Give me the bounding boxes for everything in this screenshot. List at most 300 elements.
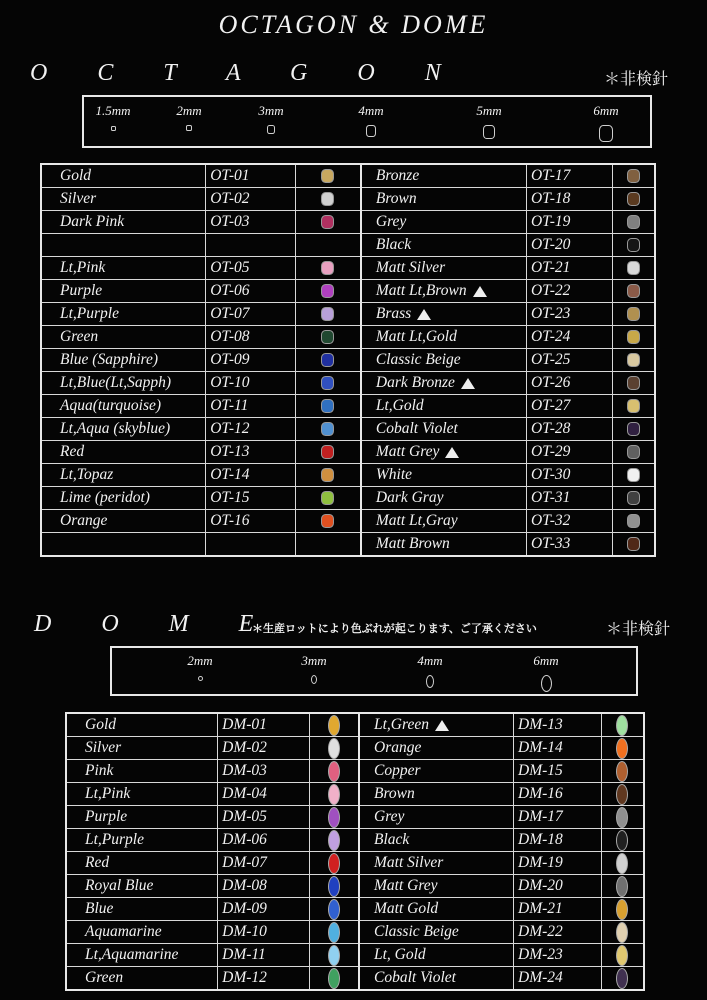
gem-swatch-icon (616, 876, 628, 897)
gem-swatch-icon (321, 192, 334, 206)
gem-swatch-icon (616, 738, 628, 759)
table-row (66, 898, 644, 921)
color-swatch (295, 280, 361, 303)
gem-swatch-icon (616, 899, 628, 920)
color-swatch (295, 372, 361, 395)
color-code: OT-07 (206, 303, 296, 326)
color-name (41, 533, 206, 557)
gem-swatch-icon (321, 422, 334, 436)
color-swatch (295, 487, 361, 510)
gem-swatch-icon (627, 284, 640, 298)
color-name-label: Matt Grey (374, 877, 438, 894)
color-code: OT-22 (527, 280, 613, 303)
color-code: OT-15 (206, 487, 296, 510)
color-swatch (601, 713, 644, 737)
color-code: OT-02 (206, 188, 296, 211)
size-3mm: 3mm (284, 653, 344, 688)
gem-swatch-icon (627, 422, 640, 436)
gem-swatch-icon (328, 853, 340, 874)
color-name-label: Lt, Gold (374, 946, 426, 963)
color-name-label: Lt,Green (374, 716, 429, 733)
color-name-label: Dark Pink (60, 213, 125, 230)
color-swatch (601, 760, 644, 783)
table-row (41, 418, 655, 441)
color-code: OT-13 (206, 441, 296, 464)
gem-swatch-icon (627, 215, 640, 229)
gem-swatch-icon (321, 491, 334, 505)
color-code: DM-09 (218, 898, 310, 921)
stone-sample-icon (426, 675, 434, 688)
color-name-label: Gold (60, 167, 91, 184)
color-code: OT-03 (206, 211, 296, 234)
stone-sample-icon (541, 675, 552, 692)
color-code: DM-08 (218, 875, 310, 898)
color-name-label: Matt Gold (374, 900, 439, 917)
color-swatch (309, 967, 359, 991)
color-swatch (612, 533, 655, 557)
table-row (41, 395, 655, 418)
color-swatch (309, 852, 359, 875)
color-name (361, 257, 527, 280)
color-name-label: Dark Bronze (375, 374, 455, 391)
table-row (41, 326, 655, 349)
table-row (41, 487, 655, 510)
size-1-5mm: 1.5mm (88, 103, 138, 135)
color-swatch (601, 875, 644, 898)
color-name-label: Cobalt Violet (375, 420, 458, 437)
table-row (41, 372, 655, 395)
color-swatch (612, 326, 655, 349)
color-name-label: Lt,Pink (85, 785, 131, 802)
color-code: OT-19 (527, 211, 613, 234)
color-swatch (309, 875, 359, 898)
color-code: DM-21 (514, 898, 602, 921)
color-swatch (309, 760, 359, 783)
table-row (66, 967, 644, 991)
size-2mm: 2mm (170, 653, 230, 685)
color-code: DM-16 (514, 783, 602, 806)
color-code: OT-23 (527, 303, 613, 326)
color-name (361, 418, 527, 441)
color-name-label: Blue (Sapphire) (60, 351, 158, 368)
color-name (41, 257, 206, 280)
color-name-label: Lt,Topaz (60, 466, 114, 483)
gem-swatch-icon (328, 807, 340, 828)
color-swatch (612, 234, 655, 257)
color-name (41, 487, 206, 510)
color-code (206, 533, 296, 557)
table-row (41, 188, 655, 211)
color-name-label: White (375, 466, 413, 483)
color-name (359, 713, 514, 737)
table-row (66, 760, 644, 783)
color-code: DM-19 (514, 852, 602, 875)
table-row (66, 737, 644, 760)
gem-swatch-icon (328, 738, 340, 759)
size-4mm: 4mm (400, 653, 460, 692)
color-name-label: Lt,Purple (85, 831, 144, 848)
color-swatch (601, 967, 644, 991)
color-code: DM-17 (514, 806, 602, 829)
table-row (66, 852, 644, 875)
color-name-label: Grey (375, 213, 407, 230)
color-code: OT-12 (206, 418, 296, 441)
stone-sample-icon (599, 125, 613, 142)
color-name (41, 280, 206, 303)
color-code: DM-02 (218, 737, 310, 760)
triangle-icon (435, 720, 449, 731)
color-code: OT-17 (527, 164, 613, 188)
color-swatch (295, 234, 361, 257)
gem-swatch-icon (627, 330, 640, 344)
size-2mm: 2mm (164, 103, 214, 135)
color-name-label: Matt Lt,Gold (375, 328, 457, 345)
color-name-label: Dark Gray (375, 489, 444, 506)
gem-swatch-icon (321, 468, 334, 482)
dome-size-chart (110, 646, 638, 696)
color-name-label: Lime (peridot) (60, 489, 150, 506)
color-name-label: Bronze (375, 167, 420, 184)
color-name (66, 898, 218, 921)
gem-swatch-icon (328, 876, 340, 897)
color-name (66, 875, 218, 898)
color-swatch (309, 737, 359, 760)
color-name-label: Royal Blue (85, 877, 154, 894)
gem-swatch-icon (627, 192, 640, 206)
color-swatch (601, 783, 644, 806)
color-name (66, 713, 218, 737)
gem-swatch-icon (328, 784, 340, 805)
color-name (66, 760, 218, 783)
color-name-label: Black (374, 831, 410, 848)
color-name-label: Pink (85, 762, 114, 779)
stone-sample-icon (366, 125, 376, 137)
color-code: DM-24 (514, 967, 602, 991)
gem-swatch-icon (627, 169, 640, 183)
color-swatch (612, 188, 655, 211)
color-name (361, 326, 527, 349)
table-row (41, 464, 655, 487)
color-name (361, 211, 527, 234)
color-swatch (612, 372, 655, 395)
color-code: DM-10 (218, 921, 310, 944)
color-name (41, 188, 206, 211)
color-swatch (601, 898, 644, 921)
color-name-label: Grey (374, 808, 405, 825)
color-swatch (309, 806, 359, 829)
octagon-heading: O C T A G O N (30, 60, 463, 86)
color-swatch (309, 921, 359, 944)
table-row (66, 783, 644, 806)
color-name-label: Aquamarine (85, 923, 162, 940)
table-row (41, 349, 655, 372)
color-name-label: Blue (85, 900, 114, 917)
color-code: OT-18 (527, 188, 613, 211)
color-name (359, 760, 514, 783)
gem-swatch-icon (627, 376, 640, 390)
color-code: DM-22 (514, 921, 602, 944)
color-name-label: Purple (60, 282, 103, 299)
color-code: OT-27 (527, 395, 613, 418)
color-name-label: Matt Silver (374, 854, 444, 871)
color-swatch (295, 303, 361, 326)
gem-swatch-icon (627, 238, 640, 252)
gem-swatch-icon (328, 830, 340, 851)
color-swatch (309, 944, 359, 967)
table-row (66, 806, 644, 829)
color-name-label: Red (85, 854, 110, 871)
color-swatch (295, 510, 361, 533)
color-swatch (601, 829, 644, 852)
color-name (66, 806, 218, 829)
color-code: OT-21 (527, 257, 613, 280)
gem-swatch-icon (616, 784, 628, 805)
color-name (359, 806, 514, 829)
color-name-label: Classic Beige (375, 351, 461, 368)
color-swatch (601, 944, 644, 967)
gem-swatch-icon (321, 376, 334, 390)
color-swatch (612, 510, 655, 533)
dome-color-table (65, 712, 645, 991)
color-swatch (295, 441, 361, 464)
color-code: OT-14 (206, 464, 296, 487)
color-code: OT-24 (527, 326, 613, 349)
color-name (361, 303, 527, 326)
color-code: DM-15 (514, 760, 602, 783)
color-swatch (309, 783, 359, 806)
color-name-label: Copper (374, 762, 421, 779)
gem-swatch-icon (627, 514, 640, 528)
color-name (361, 372, 527, 395)
gem-swatch-icon (627, 261, 640, 275)
gem-swatch-icon (321, 307, 334, 321)
color-name (361, 533, 527, 557)
color-swatch (309, 829, 359, 852)
gem-swatch-icon (321, 284, 334, 298)
octagon-color-table (40, 163, 656, 557)
color-swatch (295, 395, 361, 418)
gem-swatch-icon (321, 169, 334, 183)
color-name-label: Aqua(turquoise) (60, 397, 162, 414)
table-row (41, 257, 655, 280)
color-name (41, 303, 206, 326)
color-code: DM-01 (218, 713, 310, 737)
color-name (66, 737, 218, 760)
gem-swatch-icon (321, 215, 334, 229)
gem-swatch-icon (328, 922, 340, 943)
gem-swatch-icon (328, 968, 340, 989)
color-code: OT-28 (527, 418, 613, 441)
color-code: OT-33 (527, 533, 613, 557)
color-code: OT-10 (206, 372, 296, 395)
size-5mm: 5mm (464, 103, 514, 143)
gem-swatch-icon (627, 445, 640, 459)
color-swatch (295, 464, 361, 487)
dome-note: ＊非検針 (606, 619, 671, 638)
color-code (206, 234, 296, 257)
table-row (41, 533, 655, 557)
color-swatch (295, 326, 361, 349)
color-name-label: Lt,Aquamarine (85, 946, 179, 963)
gem-swatch-icon (616, 945, 628, 966)
color-code: DM-23 (514, 944, 602, 967)
color-swatch (612, 464, 655, 487)
color-name (41, 372, 206, 395)
color-code: OT-05 (206, 257, 296, 280)
color-code: DM-04 (218, 783, 310, 806)
dome-lot-note: ＊生産ロットにより色ぶれが起こります、ご了承ください (252, 622, 537, 635)
gem-swatch-icon (627, 468, 640, 482)
color-name-label: Classic Beige (374, 923, 459, 940)
color-code: DM-14 (514, 737, 602, 760)
color-code: DM-13 (514, 713, 602, 737)
color-swatch (612, 211, 655, 234)
gem-swatch-icon (321, 399, 334, 413)
color-name-label: Matt Grey (375, 443, 440, 460)
color-swatch (612, 418, 655, 441)
gem-swatch-icon (321, 330, 334, 344)
gem-swatch-icon (321, 445, 334, 459)
color-swatch (601, 852, 644, 875)
gem-swatch-icon (627, 491, 640, 505)
color-name-label: Orange (60, 512, 108, 529)
table-row (41, 211, 655, 234)
color-swatch (612, 257, 655, 280)
color-name (41, 211, 206, 234)
color-swatch (612, 164, 655, 188)
color-name-label: Lt,Pink (60, 259, 106, 276)
color-code: OT-20 (527, 234, 613, 257)
gem-swatch-icon (321, 261, 334, 275)
color-name (41, 349, 206, 372)
color-name-label: Green (60, 328, 99, 345)
color-swatch (601, 737, 644, 760)
color-code: DM-11 (218, 944, 310, 967)
color-code: DM-18 (514, 829, 602, 852)
color-swatch (309, 713, 359, 737)
color-name (361, 280, 527, 303)
table-row (66, 713, 644, 737)
gem-swatch-icon (627, 399, 640, 413)
color-name (41, 464, 206, 487)
color-name (41, 234, 206, 257)
color-name (359, 898, 514, 921)
color-code: OT-08 (206, 326, 296, 349)
color-swatch (295, 188, 361, 211)
color-name (361, 464, 527, 487)
color-swatch (295, 533, 361, 557)
color-name-label: Silver (60, 190, 97, 207)
table-row (41, 280, 655, 303)
stone-sample-icon (198, 676, 203, 681)
triangle-icon (445, 447, 459, 458)
color-name-label: Black (375, 236, 412, 253)
gem-swatch-icon (616, 830, 628, 851)
color-name (361, 395, 527, 418)
color-name-label: Lt,Purple (60, 305, 119, 322)
color-swatch (601, 921, 644, 944)
color-name (41, 510, 206, 533)
gem-swatch-icon (627, 353, 640, 367)
color-name-label: Gold (85, 716, 116, 733)
color-swatch (295, 211, 361, 234)
stone-sample-icon (111, 126, 116, 131)
color-name (359, 737, 514, 760)
gem-swatch-icon (616, 922, 628, 943)
size-6mm: 6mm (516, 653, 576, 696)
gem-swatch-icon (328, 945, 340, 966)
color-name (361, 164, 527, 188)
color-name-label: Cobalt Violet (374, 969, 456, 986)
table-row (41, 164, 655, 188)
color-code: OT-09 (206, 349, 296, 372)
stone-sample-icon (267, 125, 275, 134)
table-row (66, 944, 644, 967)
color-code: OT-25 (527, 349, 613, 372)
color-name-label: Red (60, 443, 85, 460)
color-swatch (295, 418, 361, 441)
gem-swatch-icon (627, 307, 640, 321)
triangle-icon (473, 286, 487, 297)
table-row (66, 875, 644, 898)
color-name (359, 852, 514, 875)
color-name (359, 783, 514, 806)
color-name-label: Matt Lt,Brown (375, 282, 467, 299)
stone-sample-icon (186, 125, 192, 131)
size-4mm: 4mm (346, 103, 396, 141)
triangle-icon (417, 309, 431, 320)
color-name (359, 944, 514, 967)
table-row (41, 303, 655, 326)
gem-swatch-icon (616, 968, 628, 989)
color-swatch (612, 303, 655, 326)
size-6mm: 6mm (581, 103, 631, 146)
gem-swatch-icon (328, 899, 340, 920)
color-name (359, 875, 514, 898)
gem-swatch-icon (321, 353, 334, 367)
color-code: DM-20 (514, 875, 602, 898)
color-name (361, 487, 527, 510)
octagon-note: ＊非検針 (604, 69, 669, 88)
color-name-label: Lt,Blue(Lt,Sapph) (60, 374, 172, 391)
color-name-label: Lt,Gold (375, 397, 424, 414)
color-name-label: Brown (374, 785, 415, 802)
color-name-label: Matt Brown (375, 535, 450, 552)
stone-sample-icon (483, 125, 495, 139)
color-name-label: Silver (85, 739, 122, 756)
size-3mm: 3mm (246, 103, 296, 138)
color-name (41, 441, 206, 464)
color-swatch (309, 898, 359, 921)
dome-heading: D O M E (34, 611, 276, 637)
color-code: DM-03 (218, 760, 310, 783)
color-name (66, 829, 218, 852)
color-name (361, 188, 527, 211)
table-row (66, 921, 644, 944)
color-code: DM-12 (218, 967, 310, 991)
color-swatch (295, 257, 361, 280)
gem-swatch-icon (616, 715, 628, 736)
gem-swatch-icon (328, 715, 340, 736)
table-row (41, 234, 655, 257)
color-code: DM-07 (218, 852, 310, 875)
color-swatch (295, 164, 361, 188)
color-name-label: Matt Lt,Gray (375, 512, 458, 529)
color-code: OT-31 (527, 487, 613, 510)
gem-swatch-icon (616, 853, 628, 874)
color-code: DM-06 (218, 829, 310, 852)
color-name-label: Orange (374, 739, 422, 756)
